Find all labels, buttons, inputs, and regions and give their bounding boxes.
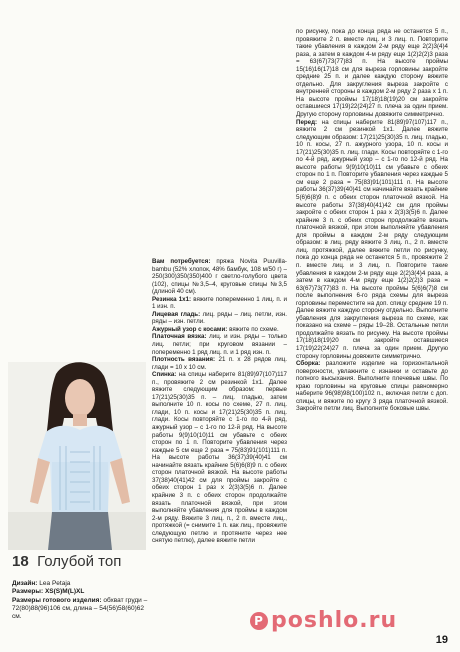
stst-label: Лицевая гладь:: [152, 310, 201, 318]
rib-text: вяжите попеременно 1 лиц. п. и 1 изн. п.: [152, 295, 287, 311]
designer-label: Дизайн:: [12, 580, 38, 587]
lace-text: вяжите по схеме.: [229, 325, 279, 333]
page-number: 19: [435, 634, 448, 646]
gauge-label: Плотность вязания:: [152, 356, 216, 364]
stst-text: лиц. ряды – лиц. петли, изн. ряды – изн. петли.: [152, 310, 287, 326]
garter-text: лиц. и изн. ряды – только лиц. петли; при круговом вязании – попеременно 1 ряд лиц. п. и 1 ряд изн. п.: [152, 333, 287, 356]
materials-text: пряжа Novita Puuvilla-bambu (52% хлопок, 48% бамбук, 108 м/50 г) – 250(300)350(350)400 г светло-голубого цвета (102), спицы №3,5–4, круговые спицы №3,5 (длиной 40 см).: [152, 258, 287, 296]
pattern-header: [12, 553, 150, 571]
assembly-text: разложите изделие на горизонтальной поверхности, увлажните с изнанки и оставьте до полного высыхания. Выполните плечевые швы. По краю горловины на круговые спицы равномерно наберите 96(98)98(100)102 п., включая петли с доп. спицы, и вяжите по кругу 3 ряда платочной вязкой. Закройте петли лиц. Выполните боковые швы.: [296, 360, 448, 413]
rib-label: Резинка 1х1:: [152, 295, 192, 303]
back-continued-text: по рисунку, пока до конца ряда не останется 5 п., провяжите 2 п. вместе лиц. и 3 лиц. п. Повторите такие убавления в каждом 2-м ряду еще 2(2)3(4)4 раза, а затем в каждом 4-м ряду еще 1(2)2(2)3 раза = 63(67)73(77)83 п. На высоте проймы 15(16)16(17)18 см для выреза горловины закройте средние 25 п. и далее каждую сторону вяжите отдельно. Для закругления выреза закройте с внутренней стороны в каждом 2-м ряду 2 раза х 1 п. На высоте проймы 17(18)18(19)20 см закройте оставшиеся 17(19)22(24)27 п. плеча за один прием. Другую сторону горловины довяжите симметрично.: [296, 28, 448, 119]
pattern-title: Голубой топ: [37, 553, 122, 570]
instructions-column-right: [296, 28, 448, 413]
front-label: Перед:: [296, 118, 318, 126]
assembly-label: Сборка:: [296, 360, 321, 368]
model-illustration: [8, 362, 146, 550]
pin-icon: P: [250, 612, 268, 630]
sizes-label: Размеры:: [12, 588, 44, 596]
materials-label: Вам потребуется:: [152, 258, 211, 265]
front-text: на спицы наберите 81(89)97(107)117 п., вяжите 2 см резинкой 1х1. Далее вяжите следующим образом: 17(21)25(30)35 п. лиц. гладью, 10 п. косы, 27 п. ажурного узора, 10 п. косы и 17(21)25(30)35 п. лиц. глади. Косы повторяйте с 1-го по 4-й ряд, ажурный узор – с 1-го по 12-й ряд. На высоте работы 9(9)10(10)11 см убавьте с обеих сторон по 1 п. Повторите убавления через каждые 5 см еще 2 раза = 75(83)91(101)111 п. На высоте работы 36(37)39(40)41 см начинайте вязать крайние 5(6)6(8)9 п. с обеих сторон платочной вязкой. На высоте работы 37(38)40(41)42 см для проймы закройте с обеих сторон 1 раз х 2(3)3(5)6 п. Далее крайние 3 п. с обеих сторон продолжайте вязать платочной вязкой, при этом выполняйте убавления для проймы в каждом 2-м ряду следующим образом: в лиц. ряду вяжите 3 лиц. п., 2 п. вместе лиц. протяжкой, далее вяжите петли по рисунку, пока до конца ряда не останется 5 п., провяжите 2 п. вместе лиц. и 3 лиц. п. Повторите такие убавления в каждом 2-м ряду еще 2(2)3(4)4 раза, а затем в каждом 4-м ряду еще 1(2)2(2)3 раза = 63(67)73(77)83 п. На высоте проймы 5(6)6(7)8 см после выполнения 6-го ряда схемы для выреза горловины переместите на доп. спицу средние 19 п. Далее вяжите каждую сторону отдельно. Выполните убавления для закругления выреза по схеме, как показано на схеме – ряды 19–28. Остальные петли продолжайте вязать по рисунку. На высоте проймы 17(18)18(19)20 см закройте оставшиеся 17(19)22(24)27 п. плеча за один прием. Другую сторону горловины довяжите симметрично.: [296, 118, 448, 360]
sizes-value: XS(S)M(L)XL: [44, 588, 85, 596]
back-text: на спицы наберите 81(89)97(107)117 п., провяжите 2 см резинкой 1х1. Далее вяжите следующим образом: первые 17(21)25(30)35 п. – лиц. гладью, затем выполните 10 п. косы по схеме, 27 п. лиц. глади, 10 п. косы и 17(21)25(30)35 п. лиц. глади. Косы повторяйте с 1-го по 4-й ряд, ажурный узор – с 1-го по 12-й ряд. На высоте работы 9(9)10(10)11 см убавьте с обеих сторон по 1 п. Повторите убавления через каждые 5 см еще 2 раза = 75(83)91(101)111 п. На высоте работы 36(37)39(40)41 см начинайте вязать крайние 5(6)6(8)9 п. с обеих сторон платочной вязкой. На высоте работы 37(38)40(41)42 см для проймы закройте с обеих сторон 1 раз х 2(3)3(5)6 п. Далее крайние 3 п. с обеих сторон продолжайте вязать платочной вязкой, при этом выполняйте убавления для проймы в каждом 2-м ряду. Вяжите 3 лиц. п., 2 п. вместе лиц., протяжкой (= снимите 1 п. как лиц., провяжите следующую петлю и протяните через нее снятую петлю), далее вяжите петли: [152, 371, 287, 545]
model-photo: [8, 362, 146, 550]
garter-label: Платочная вязка:: [152, 333, 207, 341]
lace-label: Ажурный узор с косами:: [152, 325, 228, 333]
pattern-meta: [12, 580, 154, 621]
watermark-text: poshlo.ru: [271, 608, 398, 633]
back-label: Спинка:: [152, 371, 177, 379]
designer-value: Lea Petaja: [39, 580, 71, 587]
instructions-column-middle: [152, 258, 287, 545]
watermark-logo: [250, 608, 397, 633]
finished-label: Размеры готового изделия:: [12, 596, 102, 604]
finished-value: обхват груди – 72(80)88(96)106 см, длина – 54(56)58(60)62 см.: [12, 596, 148, 621]
pattern-number: 18: [12, 553, 29, 570]
gauge-text: 21 п. х 28 рядов лиц. глади = 10 х 10 см.: [152, 356, 287, 371]
